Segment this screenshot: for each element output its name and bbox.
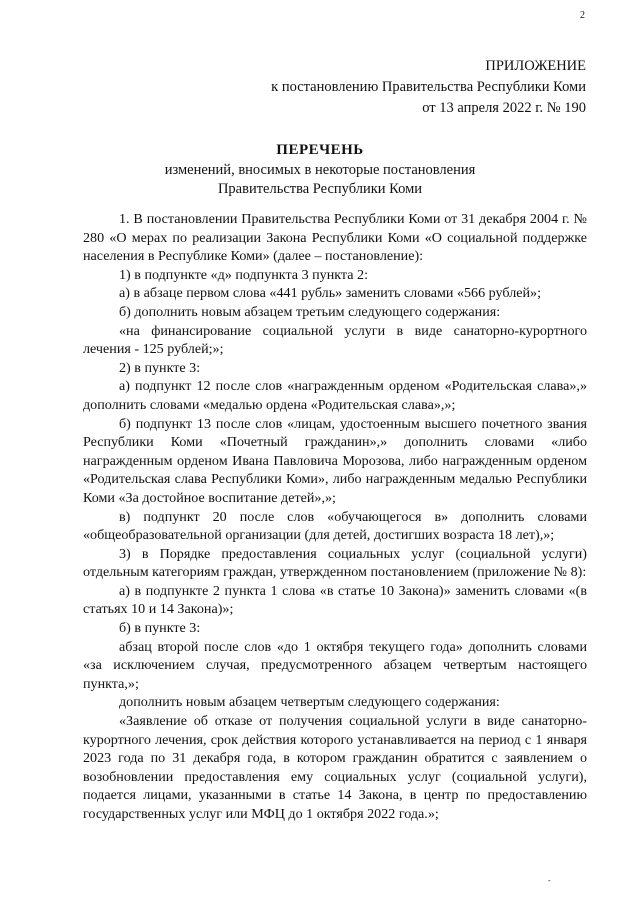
page-mark: - [548,876,551,885]
appendix-label: ПРИЛОЖЕНИЕ [485,58,586,74]
paragraph-10: 3) в Порядке предоставления социальных услуг (социальной услуги) отдельным категориям граждан, утвержденном постановлением (приложение № 8): [83,545,587,581]
title-block [0,140,640,199]
paragraph-13: абзац второй после слов «до 1 октября текущего года» дополнить словами «за исключением случая, предусмотренного абзацем четвертым настоящего пункта,»; [83,638,587,692]
document-title: ПЕРЕЧЕНЬ [276,142,364,158]
page-number: 2 [580,10,585,21]
paragraph-4: б) дополнить новым абзацем третьим следующего содержания: [119,303,501,320]
paragraph-3: а) в абзаце первом слова «441 рубль» заменить словами «566 рублей»; [119,285,541,302]
subtitle-line-1: изменений, вносимых в некоторые постановления [164,162,476,178]
paragraph-15: «Заявление об отказе от получения социальной услуги в виде санаторно-курортного лечения, срок действия которого устанавливается на период с 1 января 2023 года по 31 декабря года, в котором гражданин обратится с заявлением о возобновлении предоставления ему социальных услуг (социальной услуги), подается лицами, указанными в статье 14 Закона, в центр по предоставлению государственных услуг или МФЦ до 1 октября 2022 года.»; [83,713,587,822]
paragraph-2: 1) в подпункте «д» подпункта 3 пункта 2: [119,266,369,283]
paragraph-14: дополнить новым абзацем четвертым следующего содержания: [119,694,500,711]
paragraph-7: а) подпункт 12 после слов «награжденным орденом «Родительская слава»,» дополнить словами «медалью ордена «Родительская слава»,»; [83,378,587,413]
appendix-header [271,56,586,119]
paragraph-9: в) подпункт 20 после слов «обучающегося в» дополнить словами «общеобразовательной организации (для детей, достигших возраста 18 лет),»; [83,508,587,544]
paragraph-8: б) подпункт 13 после слов «лицам, удостоенным высшего почетного звания Республики Коми «Почетный гражданин»,» дополнить словами «либо награжденным орденом Ивана Павловича Морозова, либо награжденным орденом «Родительская слава Республики Коми», либо награжденным медалью Республики Коми «За достойное воспитание детей»,»; [83,415,587,506]
document-body [83,210,587,824]
paragraph-12: б) в пункте 3: [119,620,201,637]
subtitle-line-2: Правительства Республики Коми [217,181,423,197]
appendix-line-2: от 13 апреля 2022 г. № 190 [422,100,586,116]
paragraph-5: «на финансирование социальной услуги в виде санаторно-курортного лечения - 125 рублей;»; [83,322,587,358]
paragraph-6: 2) в пункте 3: [119,359,201,376]
paragraph-1: 1. В постановлении Правительства Республики Коми от 31 декабря 2004 г. № 280 «О мерах по реализации Закона Республики Коми «О социальной поддержке населения в Республике Коми» (далее – постановление): [83,211,587,265]
appendix-line-1: к постановлению Правительства Республики Коми [271,79,586,95]
paragraph-11: а) в подпункте 2 пункта 1 слова «в статье 10 Закона)» заменить словами «(в статьях 10 и 14 Закона)»; [83,582,587,618]
